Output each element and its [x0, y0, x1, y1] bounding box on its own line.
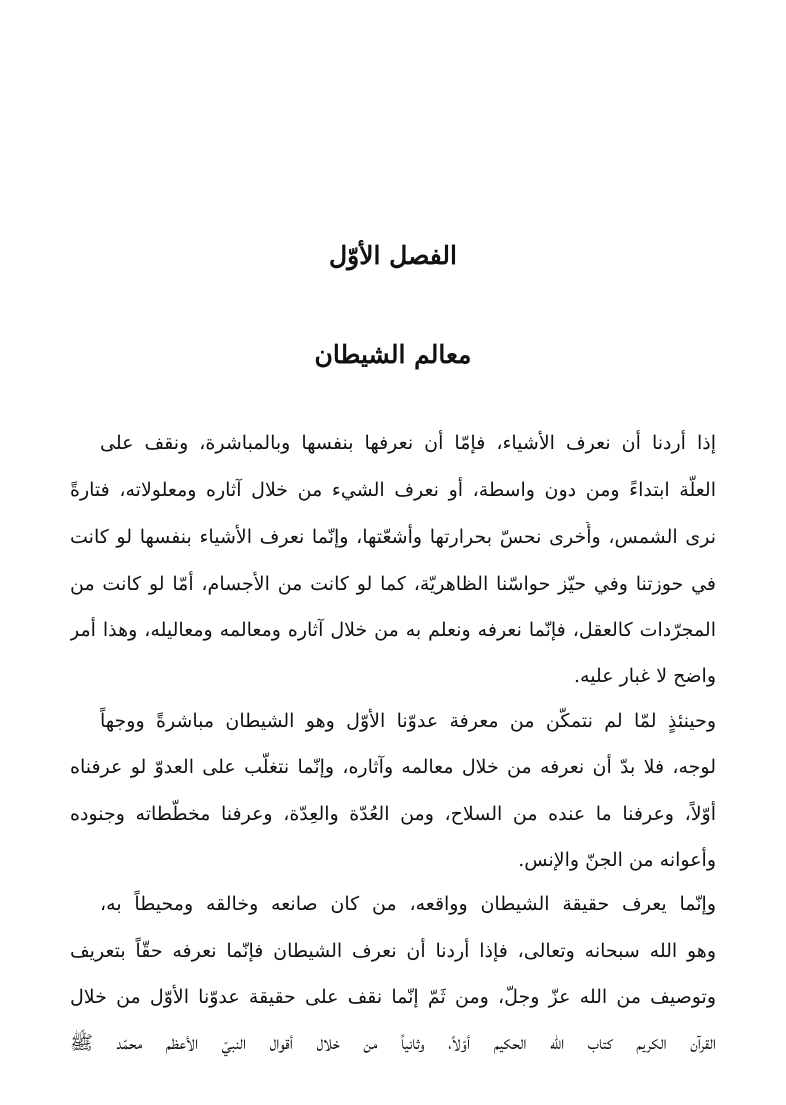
- section-title: معالم الشيطان: [314, 340, 472, 369]
- text-line: وحينئذٍ لمّا لم نتمكّن من معرفة عدوّنا الأوّل وهو الشيطان مباشرةً ووجهاً: [100, 710, 716, 732]
- text-line: العلّة ابتداءً ومن دون واسطة، أو نعرف الشيء من خلال آثاره ومعلولاته، فتارةً: [70, 479, 716, 501]
- text-line: نرى الشمس، وأُخرى نحسّ بحرارتها وأشعّتها، وإنّما نعرف الأشياء بنفسها لو كانت: [70, 526, 716, 548]
- text-line: وهو الله سبحانه وتعالى، فإذا أردنا أن نعرف الشيطان فإنّما نعرفه حقّاً بتعريف: [70, 940, 716, 962]
- text-line: وتوصيف من الله عزّ وجلّ، ومن ثَمّ إنّما نقف على حقيقة عدوّنا الأوّل من خلال: [70, 986, 716, 1008]
- text-line: المجرّدات كالعقل، فإنّما نعرفه ونعلم به من خلال آثاره ومعالمه ومعاليله، وهذا أمر: [70, 619, 716, 641]
- chapter-title: الفصل الأوّل: [329, 241, 457, 270]
- text-line: إذا أردنا أن نعرف الأشياء، فإمّا أن نعرفها بنفسها وبالمباشرة، ونقف على: [100, 432, 716, 454]
- text-line: وإنّما يعرف حقيقة الشيطان وواقعه، من كان صانعه وخالقه ومحيطاً به،: [100, 893, 716, 915]
- text-line: واضح لا غبار عليه.: [573, 665, 716, 687]
- text-line: وأعوانه من الجنّ والإنس.: [518, 849, 716, 871]
- text-line: القرآن الكريم كتاب الله الحكيم أوّلاً، وثانياً من خلال أقوال النبيّ الأعظم محمّد ﷺ: [70, 1032, 716, 1054]
- text-line: في حوزتنا وفي حيّز حواسّنا الظاهريّة، كما لو كانت من الأجسام، أمّا لو كانت من: [70, 573, 716, 595]
- text-line: لوجه، فلا بدّ أن نعرفه من خلال معالمه وآثاره، وإنّما نتغلّب على العدوّ لو عرفناه: [70, 756, 716, 778]
- text-line: أوّلاً، وعرفنا ما عنده من السلاح، ومن العُدّة والعِدّة، وعرفنا مخطّطاته وجنوده: [70, 803, 716, 825]
